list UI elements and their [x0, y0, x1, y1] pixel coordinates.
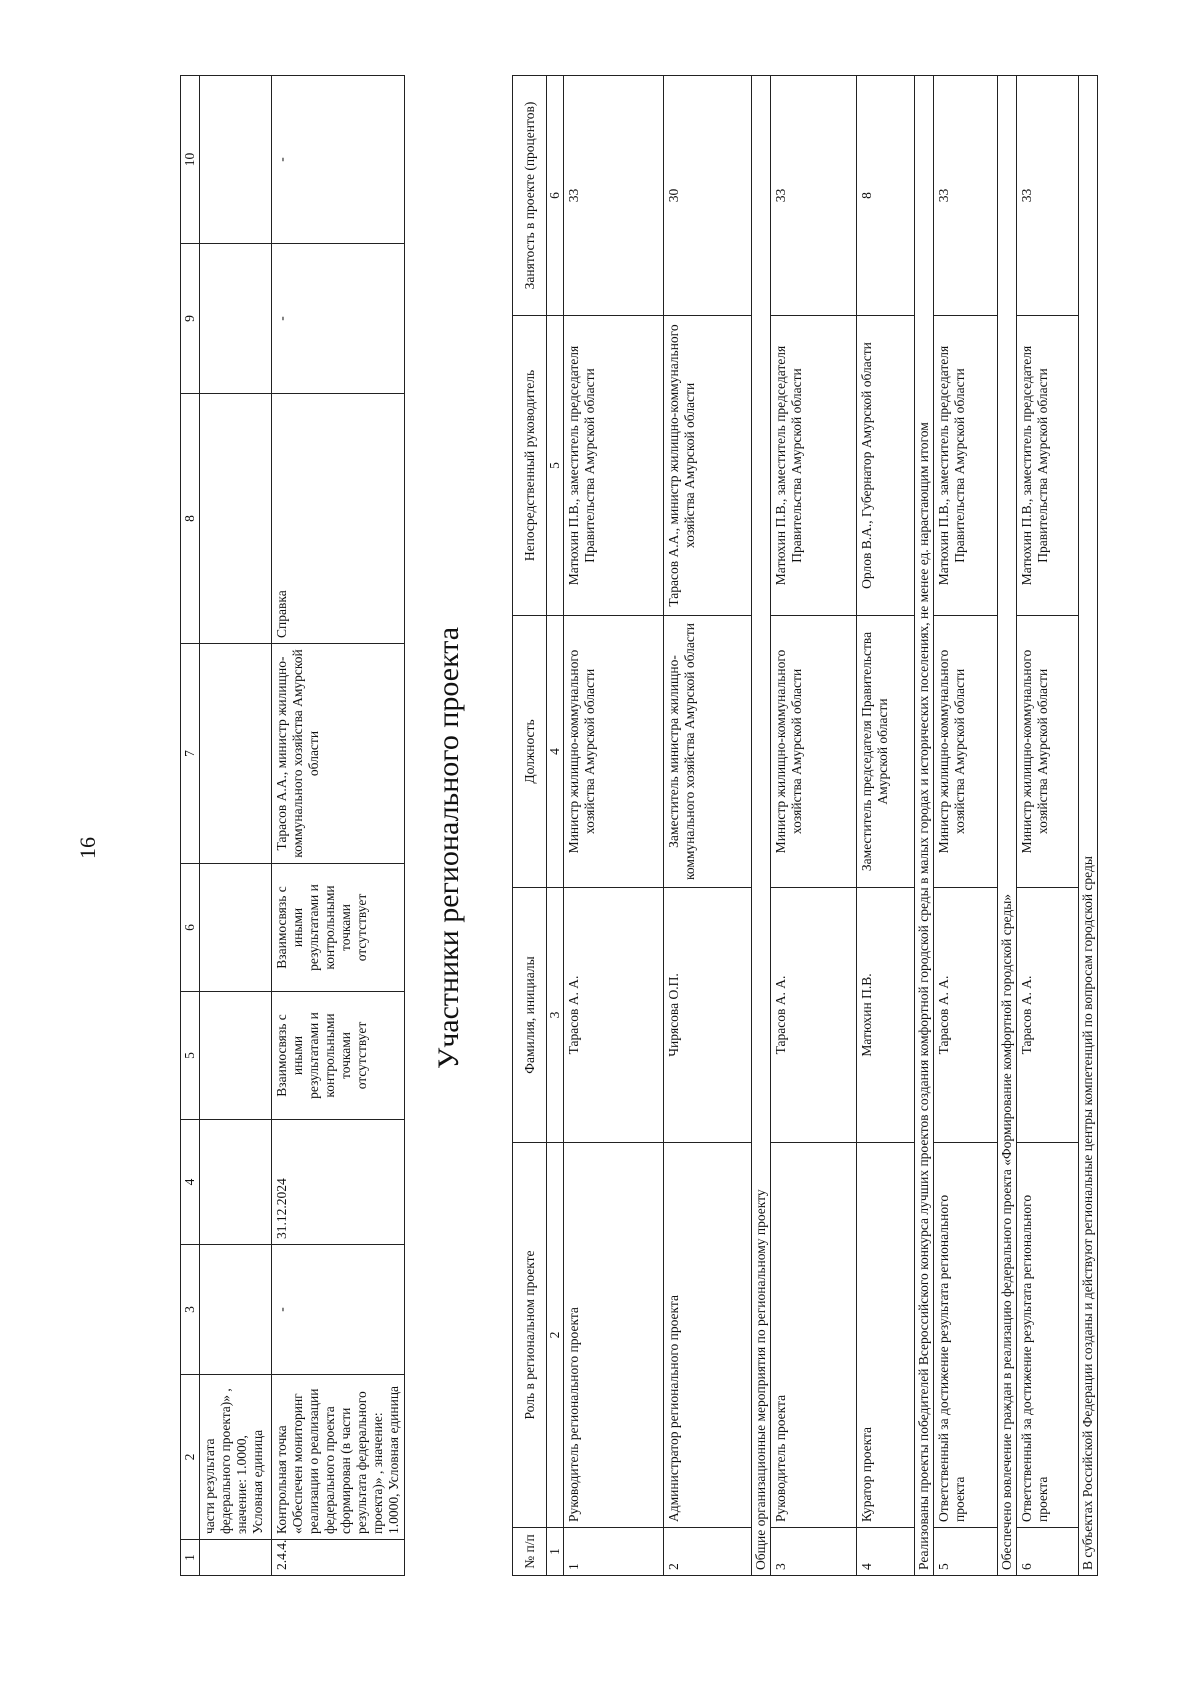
column-number: 6	[547, 76, 564, 316]
cell-number: 3	[771, 1528, 857, 1576]
header-cell: 6	[181, 864, 200, 992]
section-title: Участники регионального проекта	[432, 626, 465, 1070]
header-cell: 3	[181, 1245, 200, 1375]
section-row	[915, 76, 934, 1576]
cell-position: Министр жилищно-коммунального хозяйства Амурской области	[1017, 616, 1079, 888]
table-row	[664, 76, 752, 1576]
cell-manager: Матюхин П.В., заместитель председателя Правительства Амурской области	[564, 316, 664, 616]
cell-load: 33	[934, 76, 998, 316]
cell	[200, 644, 272, 864]
table-row	[771, 76, 857, 1576]
header-number: № п/п	[513, 1528, 547, 1576]
cell-role: Ответственный за достижение результата регионального проекта	[934, 1143, 998, 1528]
cell-role: Администратор регионального проекта	[664, 1143, 752, 1528]
participants-table	[512, 75, 1098, 1576]
cell	[200, 1120, 272, 1245]
column-number-row	[547, 76, 564, 1576]
cell-name: Чирясова О.П.	[664, 888, 752, 1143]
header-cell: 8	[181, 394, 200, 644]
cell-position: Заместитель председателя Правительства Амурской области	[857, 616, 915, 888]
control-points-table	[180, 75, 405, 1576]
table-row	[934, 76, 998, 1576]
cell-manager: Матюхин П.В., заместитель председателя Правительства Амурской области	[934, 316, 998, 616]
cell	[200, 864, 272, 992]
header-load: Занятость в проекте (процентов)	[513, 76, 547, 316]
section-label: Реализованы проекты победителей Всероссийского конкурса лучших проектов создания комфортной городской среды в малых городах и исторических поселениях, не менее ед. нарастающим итогом	[915, 76, 934, 1576]
cell-name: Тарасов А. А.	[1017, 888, 1079, 1143]
cell: -	[272, 244, 405, 394]
cell-role: Куратор проекта	[857, 1143, 915, 1528]
cell: Взаимосвязь с иными результатами и контрольными точками отсутствует	[272, 992, 405, 1120]
column-number: 5	[547, 316, 564, 616]
cell-manager: Матюхин П.В., заместитель председателя Правительства Амурской области	[1017, 316, 1079, 616]
table-row	[857, 76, 915, 1576]
cell: Тарасов А.А., министр жилищно-коммунального хозяйства Амурской области	[272, 644, 405, 864]
section-label: Обеспечено вовлечение граждан в реализацию федерального проекта «Формирование комфортной городской среды»	[998, 76, 1017, 1576]
column-number: 3	[547, 888, 564, 1143]
header-position: Должность	[513, 616, 547, 888]
cell: -	[272, 1245, 405, 1375]
cell-load: 30	[664, 76, 752, 316]
section-label: Общие организационные мероприятия по региональному проекту	[752, 76, 771, 1576]
cell-name: Тарасов А. А.	[771, 888, 857, 1143]
header-role: Роль в региональном проекте	[513, 1143, 547, 1528]
cell: -	[272, 76, 405, 244]
cell-manager: Матюхин П.В., заместитель председателя Правительства Амурской области	[771, 316, 857, 616]
header-cell: 7	[181, 644, 200, 864]
cell-description: Контрольная точка «Обеспечен мониторинг реализации о реализации федерального проекта сформирован (в части результата федерального проекта)» , значение: 1.0000, Условная единица	[272, 1375, 405, 1540]
table-row	[200, 76, 272, 1576]
cell-load: 8	[857, 76, 915, 316]
cell-position: Заместитель министра жилищно-коммунального хозяйства Амурской области	[664, 616, 752, 888]
cell: Справка	[272, 394, 405, 644]
cell-role: Ответственный за достижение результата регионального проекта	[1017, 1143, 1079, 1528]
cell-load: 33	[564, 76, 664, 316]
table-header-row	[181, 76, 200, 1576]
cell-load: 33	[1017, 76, 1079, 316]
table-header-row	[513, 76, 547, 1576]
cell-number: 4	[857, 1528, 915, 1576]
cell-name: Тарасов А. А.	[934, 888, 998, 1143]
header-cell: 2	[181, 1375, 200, 1540]
header-manager: Непосредственный руководитель	[513, 316, 547, 616]
section-label: В субъектах Российской Федерации созданы и действуют региональные центры компетенций по вопросам городской среды	[1079, 76, 1098, 1576]
cell-manager: Орлов В.А., Губернатор Амурской области	[857, 316, 915, 616]
page-number: 16	[75, 837, 100, 859]
cell-manager: Тарасов А.А., министр жилищно-коммунального хозяйства Амурской области	[664, 316, 752, 616]
column-number: 1	[547, 1528, 564, 1576]
cell-date: 31.12.2024	[272, 1120, 405, 1245]
cell	[200, 992, 272, 1120]
cell-number: 1	[564, 1528, 664, 1576]
cell	[200, 1245, 272, 1375]
cell	[200, 244, 272, 394]
cell	[200, 394, 272, 644]
cell-name: Матюхин П.В.	[857, 888, 915, 1143]
header-cell: 4	[181, 1120, 200, 1245]
cell-description: части результата федерального проекта)» , значение: 1.0000, Условная единица	[200, 1375, 272, 1540]
header-cell: 10	[181, 76, 200, 244]
cell-number: 6	[1017, 1528, 1079, 1576]
column-number: 2	[547, 1143, 564, 1528]
cell: Взаимосвязь с иными результатами и контрольными точками отсутствует	[272, 864, 405, 992]
cell-position: Министр жилищно-коммунального хозяйства Амурской области	[771, 616, 857, 888]
cell-role: Руководитель регионального проекта	[564, 1143, 664, 1528]
section-row	[998, 76, 1017, 1576]
cell-position: Министр жилищно-коммунального хозяйства Амурской области	[934, 616, 998, 888]
section-row	[752, 76, 771, 1576]
cell-number: 2.4.4.	[272, 1540, 405, 1576]
cell-position: Министр жилищно-коммунального хозяйства Амурской области	[564, 616, 664, 888]
table-row	[1017, 76, 1079, 1576]
header-name: Фамилия, инициалы	[513, 888, 547, 1143]
table-row	[564, 76, 664, 1576]
cell-number: 5	[934, 1528, 998, 1576]
column-number: 4	[547, 616, 564, 888]
table-row	[272, 76, 405, 1576]
cell-load: 33	[771, 76, 857, 316]
cell-role: Руководитель проекта	[771, 1143, 857, 1528]
header-cell: 5	[181, 992, 200, 1120]
cell-number: 2	[664, 1528, 752, 1576]
cell-name: Тарасов А. А.	[564, 888, 664, 1143]
cell-number	[200, 1540, 272, 1576]
section-row	[1079, 76, 1098, 1576]
cell	[200, 76, 272, 244]
header-cell: 1	[181, 1540, 200, 1576]
header-cell: 9	[181, 244, 200, 394]
